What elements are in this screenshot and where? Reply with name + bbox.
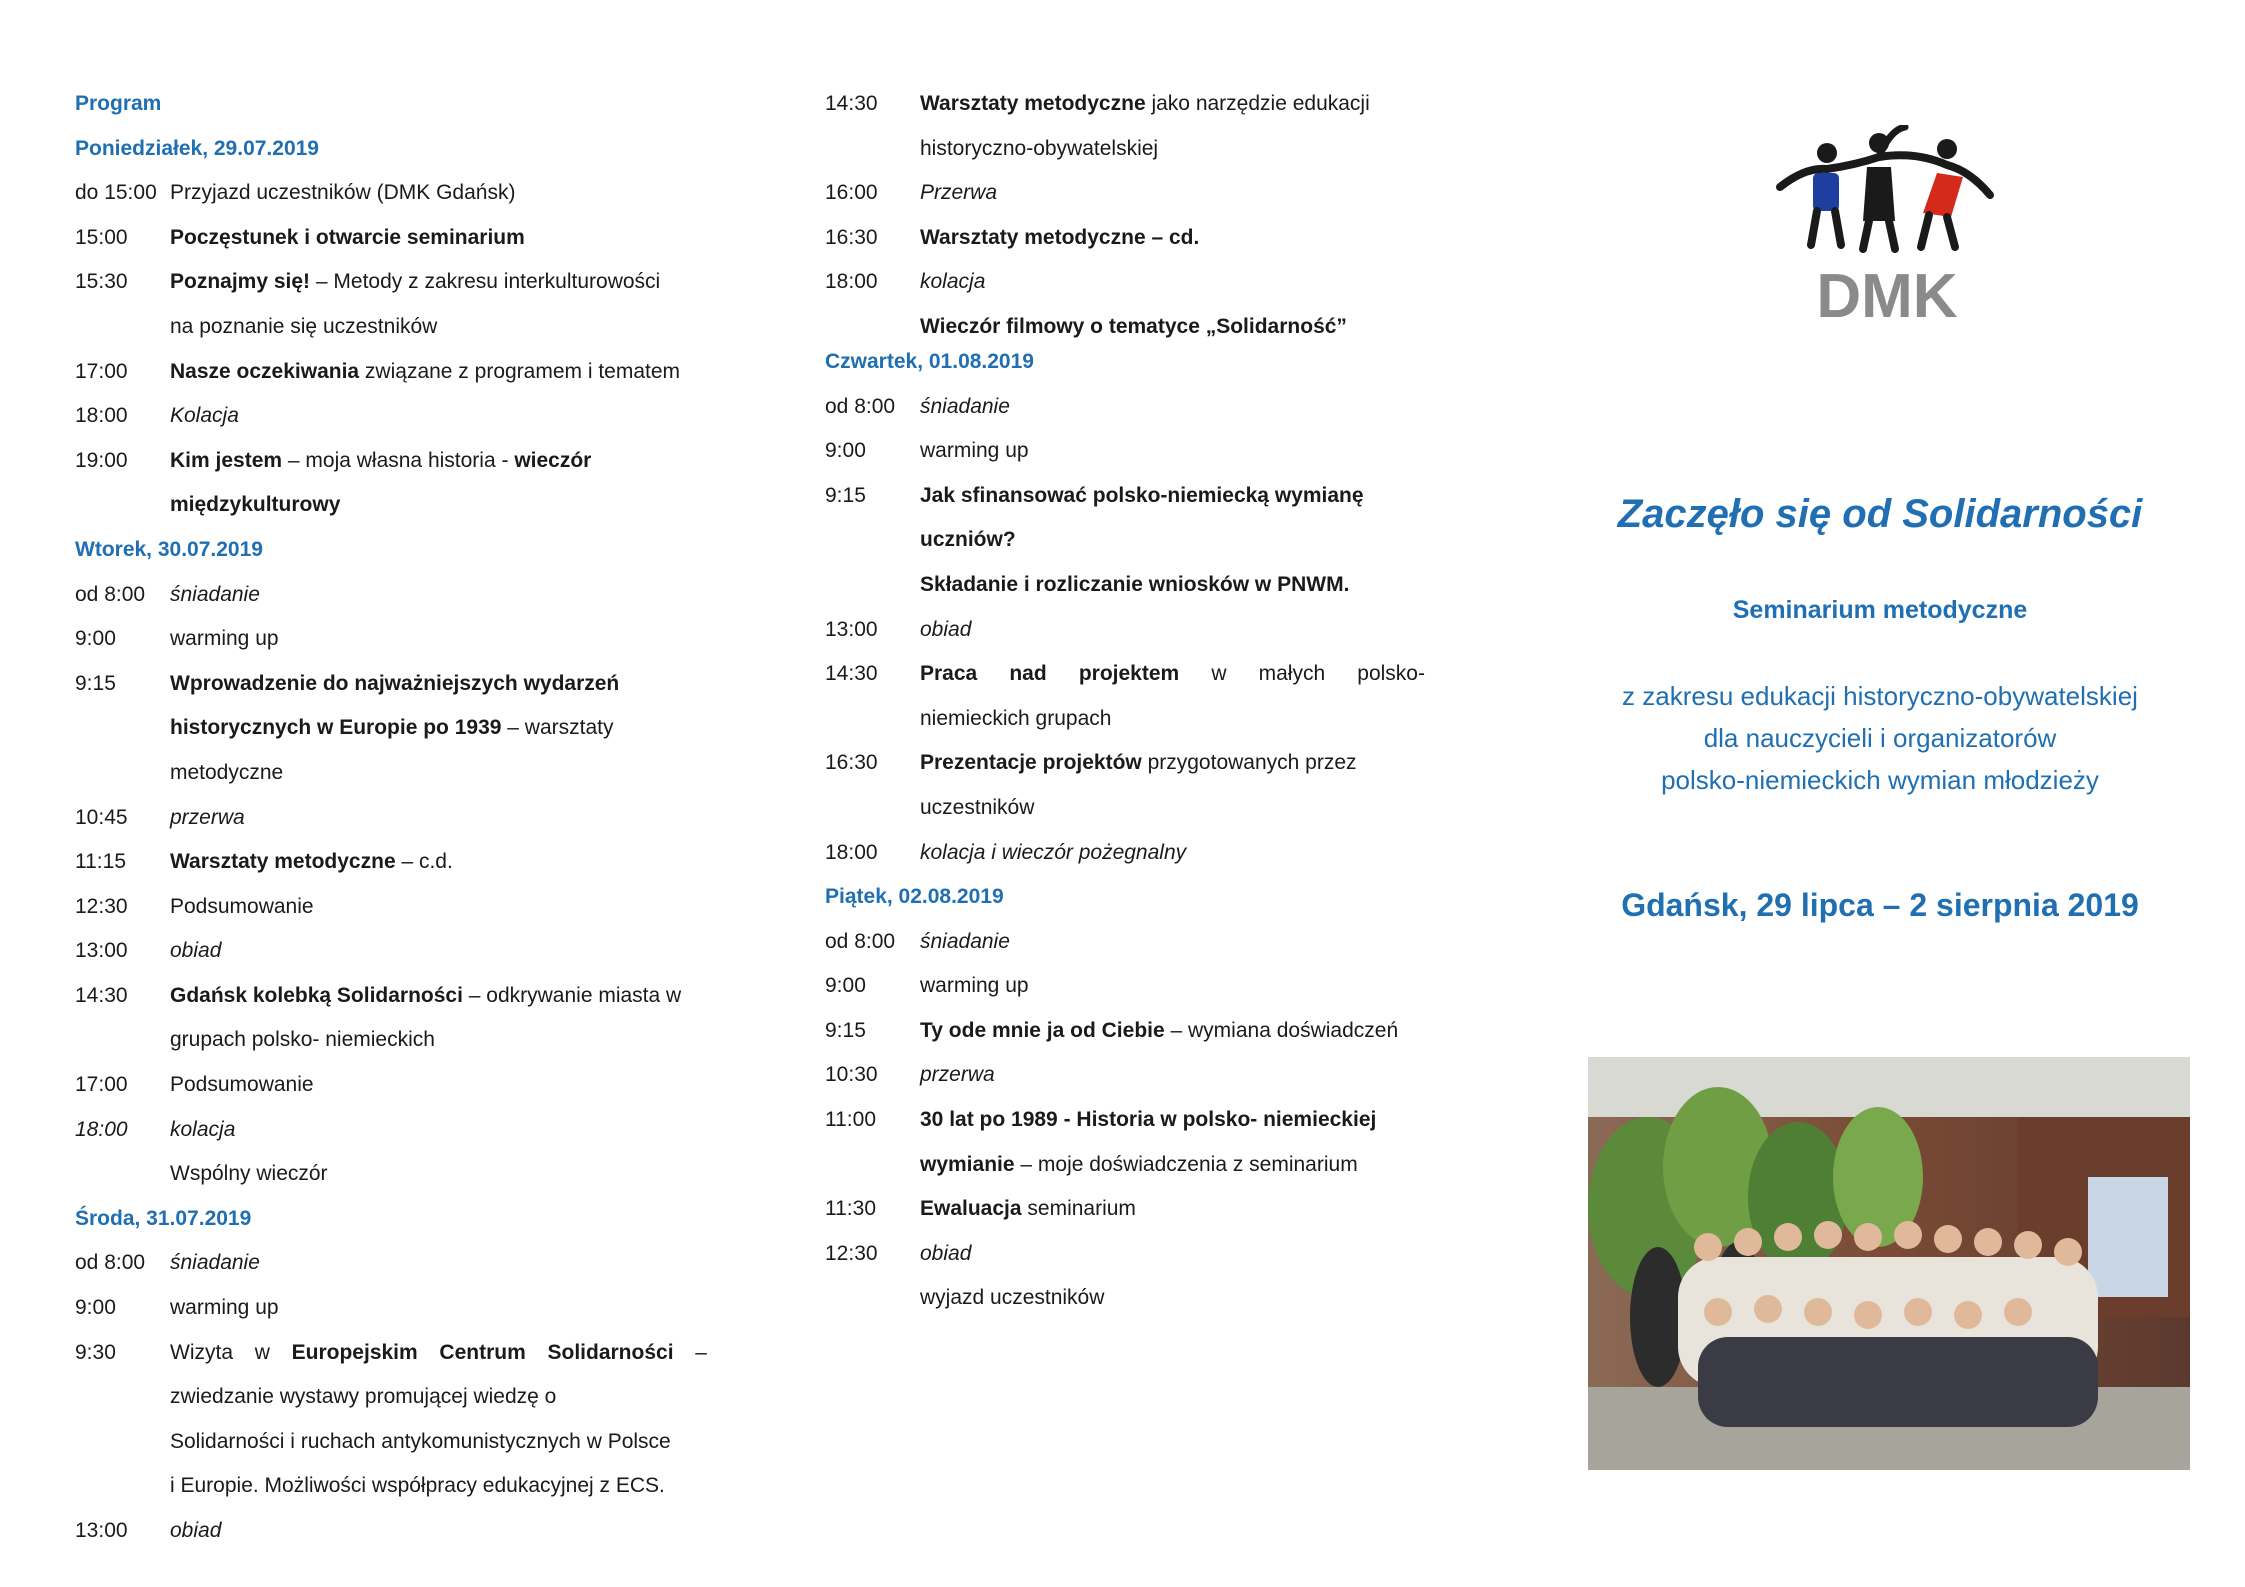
schedule-row	[75, 1331, 707, 1376]
time: od 8:00	[75, 1251, 146, 1275]
group-photo	[1588, 1057, 2190, 1470]
program-column-1	[75, 82, 707, 1554]
activity-text: Przerwa	[920, 181, 998, 205]
activity	[920, 474, 1425, 519]
time: 19:00	[75, 448, 128, 472]
activity	[170, 974, 707, 1019]
time: 9:00	[75, 627, 116, 651]
activity-text: Warsztaty metodyczne – cd.	[920, 225, 1200, 249]
description	[1575, 675, 2185, 801]
schedule-row-continuation	[75, 1018, 707, 1063]
schedule-row	[75, 1241, 707, 1286]
activity-text: Przyjazd uczestników (DMK Gdańsk)	[170, 181, 516, 205]
section-heading: Czwartek, 01.08.2019	[825, 349, 1034, 373]
activity	[920, 608, 1425, 653]
activity	[920, 216, 1425, 261]
activity-text: – moje doświadczenia z seminarium	[1014, 1152, 1358, 1176]
time: 18:00	[825, 840, 878, 864]
activity	[170, 483, 707, 528]
activity-text: śniadanie	[920, 929, 1010, 953]
section-heading: Środa, 31.07.2019	[75, 1206, 252, 1230]
schedule-row	[75, 171, 707, 216]
activity-text: Składanie i rozliczanie wniosków w PNWM.	[920, 572, 1350, 596]
activity	[170, 1331, 707, 1376]
schedule-row	[75, 929, 707, 974]
activity-text: kolacja	[920, 270, 986, 294]
activity-text: seminarium	[1021, 1197, 1136, 1221]
time: 9:15	[825, 1018, 866, 1042]
schedule-row	[75, 617, 707, 662]
activity	[920, 429, 1425, 474]
activity-text: obiad	[920, 1241, 972, 1265]
activity-text: wieczór	[514, 448, 592, 472]
program-column-2	[825, 82, 1425, 1321]
activity	[170, 617, 707, 662]
activity-text: Wspólny wieczór	[170, 1162, 328, 1186]
activity-text: uczniów?	[920, 528, 1016, 552]
schedule-row-continuation	[825, 518, 1425, 563]
schedule-row	[75, 439, 707, 484]
time: 13:00	[75, 1519, 128, 1542]
activity-text: śniadanie	[170, 582, 260, 606]
activity-text: Solidarności	[547, 1340, 674, 1364]
schedule-row	[75, 1286, 707, 1331]
schedule-row	[75, 260, 707, 305]
activity-text: –	[695, 1340, 707, 1364]
description-line: polsko-niemieckich wymian młodzieży	[1661, 765, 2099, 795]
schedule-row	[825, 474, 1425, 519]
time: od 8:00	[825, 929, 896, 953]
schedule-row-continuation	[75, 305, 707, 350]
schedule-row	[75, 840, 707, 885]
schedule-row-continuation	[825, 786, 1425, 831]
activity-text: jako narzędzie edukacji	[1145, 92, 1370, 115]
activity-text: nad	[1009, 662, 1047, 686]
main-title: Zaczęło się od Solidarności	[1617, 492, 2143, 536]
activity	[920, 518, 1425, 563]
schedule-row	[825, 216, 1425, 261]
description-line: dla nauczycieli i organizatorów	[1703, 723, 2057, 753]
schedule-row	[75, 1108, 707, 1153]
activity	[170, 662, 707, 707]
activity-text: Wieczór filmowy o tematyce „Solidarność”	[920, 314, 1347, 338]
activity	[170, 216, 707, 261]
activity-text: Poczęstunek i otwarcie seminarium	[170, 225, 525, 249]
schedule-row-continuation	[75, 1152, 707, 1197]
schedule-row-continuation	[825, 1143, 1425, 1188]
activity-text: Wprowadzenie do najważniejszych wydarzeń	[170, 671, 620, 695]
activity-text: przygotowanych przez	[1141, 751, 1357, 775]
logo-text: DMK	[1816, 262, 1958, 325]
schedule-row-continuation	[75, 706, 707, 751]
activity-text: Wizyta	[170, 1340, 233, 1364]
schedule-row	[825, 260, 1425, 305]
activity	[920, 260, 1425, 305]
activity	[920, 1187, 1425, 1232]
schedule-row	[825, 964, 1425, 1009]
activity-text: – warsztaty	[501, 716, 614, 740]
activity	[170, 305, 707, 350]
time: 11:15	[75, 850, 126, 874]
activity-text: zwiedzanie wystawy promującej wiedzę o	[170, 1385, 557, 1409]
activity-text: Europejskim	[291, 1340, 418, 1364]
time: 15:30	[75, 270, 128, 294]
schedule-row-continuation	[825, 1276, 1425, 1321]
activity-text: małych	[1258, 662, 1326, 686]
activity-text: historyczno-obywatelskiej	[920, 136, 1159, 160]
activity-text: 30 lat po 1989 - Historia w polsko- niemieckiej	[920, 1108, 1377, 1132]
activity	[920, 385, 1425, 430]
activity-text: warming up	[170, 1296, 279, 1320]
activity-text: Poznajmy się!	[170, 270, 311, 294]
activity	[170, 573, 707, 618]
schedule-row-continuation	[825, 127, 1425, 172]
activity	[920, 964, 1425, 1009]
schedule-row	[75, 573, 707, 618]
schedule-row	[825, 385, 1425, 430]
section-heading: Piątek, 02.08.2019	[825, 885, 1004, 909]
activity	[170, 439, 707, 484]
schedule-row-continuation	[75, 1464, 707, 1509]
activity	[920, 831, 1425, 876]
activity-text: Warsztaty metodyczne	[170, 850, 396, 874]
time: 12:30	[825, 1241, 878, 1265]
activity	[170, 1464, 707, 1509]
time: 17:00	[75, 1073, 128, 1097]
activity-text: warming up	[920, 974, 1029, 998]
activity-text: związane z programem i tematem	[359, 359, 681, 383]
activity-text: Podsumowanie	[170, 1073, 314, 1097]
activity-text: międzykulturowy	[170, 493, 341, 517]
activity	[920, 127, 1425, 172]
activity-text: Warsztaty metodyczne	[920, 92, 1146, 115]
activity	[170, 394, 707, 439]
time: 13:00	[825, 617, 878, 641]
activity	[170, 929, 707, 974]
activity	[170, 1375, 707, 1420]
schedule-row-continuation	[75, 751, 707, 796]
activity-text: – moja własna historia -	[282, 448, 515, 472]
activity-text: Praca	[920, 662, 978, 686]
time: 9:30	[75, 1340, 116, 1364]
time: 14:30	[75, 983, 128, 1007]
time: 9:00	[75, 1296, 116, 1320]
activity	[170, 350, 707, 395]
time: 14:30	[825, 92, 878, 115]
time: 18:00	[825, 270, 878, 294]
activity-text: przerwa	[170, 805, 245, 829]
activity-text: – wymiana doświadczeń	[1164, 1018, 1399, 1042]
activity-text: niemieckich grupach	[920, 706, 1112, 730]
section-heading: Program	[75, 92, 162, 115]
schedule-row	[75, 1509, 707, 1554]
schedule-row	[825, 920, 1425, 965]
subtitle: Seminarium metodyczne	[1732, 596, 2028, 624]
activity	[920, 82, 1425, 127]
activity-text: metodyczne	[170, 760, 284, 784]
activity-text: Gdańsk kolebką Solidarności	[170, 983, 463, 1007]
time: od 8:00	[75, 582, 146, 606]
activity-text: uczestników	[920, 795, 1035, 819]
schedule-row	[75, 974, 707, 1019]
schedule-row	[825, 1009, 1425, 1054]
activity-text: śniadanie	[170, 1251, 260, 1275]
time: 11:00	[825, 1108, 876, 1132]
schedule-row	[825, 1053, 1425, 1098]
time: 17:00	[75, 359, 128, 383]
activity-text: warming up	[170, 627, 279, 651]
schedule-row	[825, 82, 1425, 127]
schedule-row	[75, 1063, 707, 1108]
activity-text: Kolacja	[170, 404, 239, 428]
schedule-row	[75, 662, 707, 707]
schedule-row	[825, 741, 1425, 786]
activity-text: wymianie	[920, 1152, 1015, 1176]
activity	[920, 1098, 1425, 1143]
schedule-row	[75, 796, 707, 841]
time: 16:30	[825, 751, 878, 775]
schedule-row	[75, 394, 707, 439]
activity-text: Nasze oczekiwania	[170, 359, 360, 383]
activity	[920, 1009, 1425, 1054]
time: 9:15	[75, 671, 116, 695]
activity	[170, 171, 707, 216]
dmk-logo-figures	[1775, 125, 2000, 325]
activity	[920, 563, 1425, 608]
activity-text: Jak sfinansować polsko-niemiecką wymianę	[920, 483, 1364, 507]
schedule-row-continuation	[825, 563, 1425, 608]
schedule-row	[825, 652, 1425, 697]
activity-text: – c.d.	[395, 850, 453, 874]
activity	[920, 305, 1425, 340]
activity	[170, 751, 707, 796]
time: 12:30	[75, 894, 128, 918]
schedule-row	[75, 216, 707, 261]
schedule-row-continuation	[75, 483, 707, 528]
activity	[920, 697, 1425, 742]
schedule-row	[825, 171, 1425, 216]
time: 18:00	[75, 1117, 128, 1141]
activity	[170, 1018, 707, 1063]
dmk-logo	[1775, 125, 2000, 325]
activity-text: projektem	[1078, 662, 1180, 686]
activity-text: Ty ode mnie ja od Ciebie	[920, 1018, 1165, 1042]
activity-text: na poznanie się uczestników	[170, 314, 438, 338]
activity-text: kolacja	[170, 1117, 236, 1141]
section-heading: Poniedziałek, 29.07.2019	[75, 136, 319, 160]
schedule-row	[825, 1232, 1425, 1277]
schedule-row	[825, 1098, 1425, 1143]
activity-text: obiad	[920, 617, 972, 641]
activity	[170, 885, 707, 930]
schedule-row	[825, 429, 1425, 474]
activity	[170, 796, 707, 841]
activity	[920, 171, 1425, 216]
schedule-row-continuation	[75, 1420, 707, 1465]
activity-text: – Metody z zakresu interkulturowości	[310, 270, 661, 294]
activity-text: grupach polsko- niemieckich	[170, 1028, 435, 1052]
activity	[170, 1420, 707, 1465]
activity-text: przerwa	[920, 1063, 995, 1087]
activity	[170, 840, 707, 885]
time: 9:15	[825, 483, 866, 507]
activity-text: Solidarności i ruchach antykomunistycznych w Polsce	[170, 1429, 671, 1453]
schedule-row	[825, 831, 1425, 876]
time: do 15:00	[75, 181, 157, 205]
time: 10:45	[75, 805, 128, 829]
activity-text: obiad	[170, 1519, 222, 1542]
activity-text: i Europie. Możliwości współpracy edukacyjnej z ECS.	[170, 1474, 665, 1498]
activity	[170, 1286, 707, 1331]
activity-text: warming up	[920, 439, 1029, 463]
activity-text: Prezentacje projektów	[920, 751, 1142, 775]
activity-text: Kim jestem	[170, 448, 283, 472]
activity	[920, 920, 1425, 965]
activity-text: polsko-	[1357, 662, 1425, 686]
description-line: z zakresu edukacji historyczno-obywatelskiej	[1622, 681, 2138, 711]
activity-text: Podsumowanie	[170, 894, 314, 918]
activity	[920, 1276, 1425, 1321]
activity	[920, 1143, 1425, 1188]
activity-text: historycznych w Europie po 1939	[170, 716, 502, 740]
group-photo-illustration	[1588, 1057, 2190, 1470]
activity-text: wyjazd uczestników	[920, 1286, 1105, 1310]
activity	[170, 706, 707, 751]
schedule-row-continuation	[825, 697, 1425, 742]
time: 11:30	[825, 1197, 876, 1221]
time: 10:30	[825, 1063, 878, 1087]
time: od 8:00	[825, 394, 896, 418]
time: 14:30	[825, 662, 878, 686]
activity-text: Centrum	[439, 1340, 526, 1364]
schedule-row	[75, 885, 707, 930]
activity	[920, 1053, 1425, 1098]
activity-text: obiad	[170, 939, 222, 963]
activity	[170, 1063, 707, 1108]
time: 9:00	[825, 439, 866, 463]
schedule-row-continuation	[75, 1375, 707, 1420]
activity-text: w	[1211, 662, 1227, 686]
time: 16:00	[825, 181, 878, 205]
activity	[920, 652, 1425, 697]
activity	[170, 1152, 707, 1197]
time: 9:00	[825, 974, 866, 998]
activity	[170, 1108, 707, 1153]
schedule-row	[825, 608, 1425, 653]
time: 16:30	[825, 225, 878, 249]
time: 15:00	[75, 225, 128, 249]
activity	[170, 260, 707, 305]
activity-text: – odkrywanie miasta w	[462, 983, 682, 1007]
activity	[920, 741, 1425, 786]
date-and-place: Gdańsk, 29 lipca – 2 sierpnia 2019	[1621, 887, 2139, 923]
schedule-row	[75, 350, 707, 395]
activity	[920, 1232, 1425, 1277]
activity	[920, 786, 1425, 831]
activity-text: kolacja i wieczór pożegnalny	[920, 840, 1187, 864]
activity	[170, 1241, 707, 1286]
activity-text: śniadanie	[920, 394, 1010, 418]
time: 18:00	[75, 404, 128, 428]
activity	[170, 1509, 707, 1554]
activity-text: Ewaluacja	[920, 1197, 1022, 1221]
activity-text: w	[254, 1340, 270, 1364]
schedule-row-continuation	[825, 305, 1425, 340]
schedule-row	[825, 1187, 1425, 1232]
time: 13:00	[75, 939, 128, 963]
section-heading: Wtorek, 30.07.2019	[75, 537, 263, 561]
